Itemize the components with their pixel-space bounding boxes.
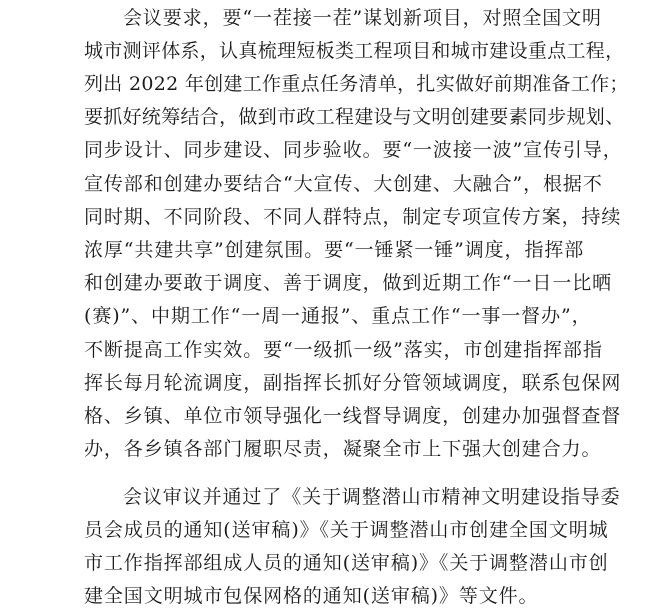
paragraph-1-line-10: (赛)”、中期工作“一周一通报”、重点工作“一事一督办”， (84, 305, 592, 327)
paragraph-1-line-5: 同步设计、同步建设、同步验收。要“一波接一波”宣传引导， (84, 139, 623, 161)
paragraph-1-line-12: 挥长每月轮流调度，副指挥长抓好分管领域调度，联系包保网 (84, 372, 622, 394)
paragraph-1-line-9: 和创建办要敢于调度、善于调度，做到近期工作“一日一比晒 (84, 272, 613, 294)
paragraph-1-line-14: 办，各乡镇各部门履职尽责，凝聚全市上下强大创建合力。 (84, 438, 602, 460)
paragraph-2-line-1: 会议审议并通过了《关于调整潜山市精神文明建设指导委 (123, 486, 621, 508)
paragraph-1-line-4: 要抓好统筹结合，做到市政工程建设与文明创建要素同步规划、 (84, 106, 625, 128)
paragraph-1-line-11: 不断提高工作实效。要“一级抓一级”落实，市创建指挥部指 (84, 339, 603, 361)
paragraph-1-line-7: 同时期、不同阶段、不同人群特点，制定专项宣传方案，持续 (84, 206, 622, 228)
paragraph-1-line-3: 列出 2022 年创建工作重点任务清单，扎实做好前期准备工作； (84, 73, 629, 95)
paragraph-2-line-2: 员会成员的通知(送审稿)》《关于调整潜山市创建全国文明城 (84, 519, 609, 541)
paragraph-1-line-8: 浓厚“共建共享”创建氛围。要“一锤紧一锤”调度，指挥部 (84, 239, 585, 261)
paragraph-1-line-2: 城市测评体系，认真梳理短板类工程项目和城市建设重点工程， (84, 40, 625, 62)
paragraph-1-line-6: 宣传部和创建办要结合“大宣传、大创建、大融合”，根据不 (84, 173, 603, 195)
paragraph-2-line-3: 市工作指挥部组成人员的通知(送审稿)》《关于调整潜山市创 (84, 552, 609, 574)
paragraph-1-line-13: 格、乡镇、单位市领导强化一线督导调度，创建办加强督查督 (84, 405, 622, 427)
paragraph-1-line-1: 会议要求，要“一茬接一茬”谋划新项目，对照全国文明 (123, 7, 602, 29)
paragraph-2-line-4: 建全国文明城市包保网格的通知(送审稿)》等文件。 (84, 585, 539, 607)
